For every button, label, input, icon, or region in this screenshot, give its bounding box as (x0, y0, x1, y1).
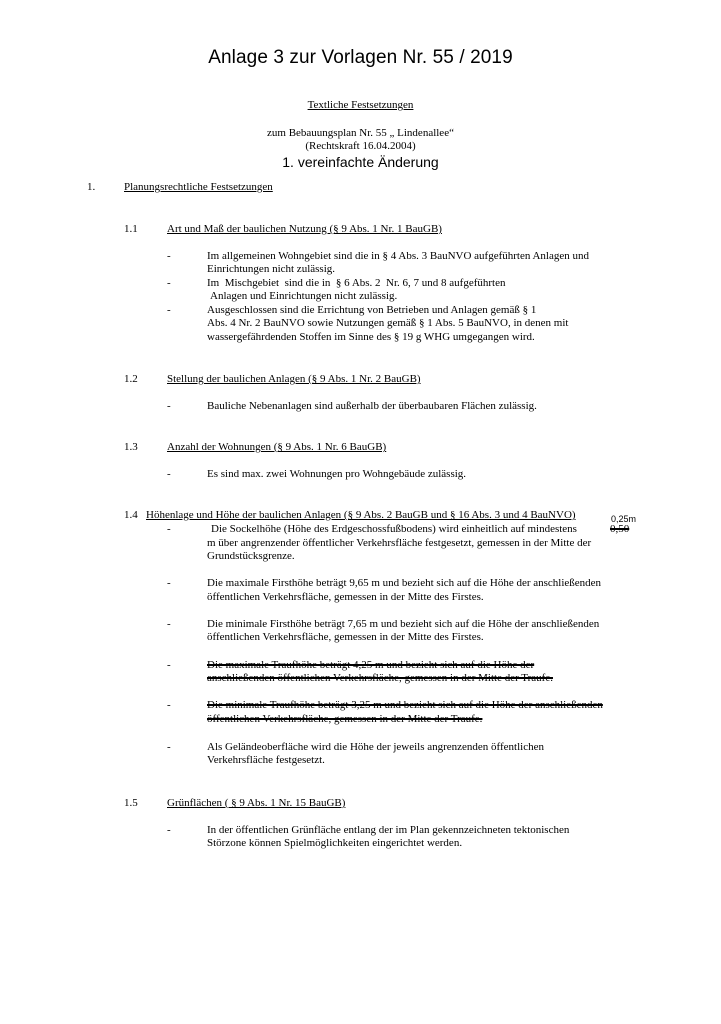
handwritten-correction: 0,25m (611, 514, 637, 524)
list-item-text: Die maximale Firsthöhe beträgt 9,65 m und bezieht sich auf die Höhe der anschließenden (207, 577, 602, 589)
bullet-dash: - (167, 618, 171, 630)
bullet-dash: - (167, 277, 171, 289)
list-item-text: Grundstücksgrenze. (207, 550, 295, 562)
struck-list-item-text: Die minimale Traufhöhe beträgt 3,25 m und bezieht sich auf die Höhe der anschließenden (207, 699, 603, 711)
legal-date: (Rechtskraft 16.04.2004) (305, 140, 416, 152)
bullet-dash: - (167, 577, 171, 589)
subsection-title: Höhenlage und Höhe der baulichen Anlagen (§ 9 Abs. 2 BauGB und § 16 Abs. 3 und 4 BauNVO) (146, 509, 576, 521)
document-title: Anlage 3 zur Vorlagen Nr. 55 / 2019 (208, 47, 513, 68)
bullet-dash: - (167, 468, 171, 480)
list-item-text: Die minimale Firsthöhe beträgt 7,65 m und bezieht sich auf die Höhe der anschließenden (207, 618, 600, 630)
subsection-number: 1.1 (124, 223, 138, 235)
list-item-text: Störzone können Spielmöglichkeiten eingerichtet werden. (207, 837, 463, 849)
subsection-number: 1.4 (124, 509, 138, 521)
struck-value: 0,50 (610, 523, 630, 535)
subsection-number: 1.5 (124, 797, 138, 809)
list-item-text: Verkehrsfläche festgesetzt. (207, 754, 325, 766)
list-item-text: m über angrenzender öffentlicher Verkehrsfläche festgesetzt, gemessen in der Mitte der (207, 537, 592, 549)
bullet-dash: - (167, 250, 171, 262)
list-item-text: Es sind max. zwei Wohnungen pro Wohngebäude zulässig. (207, 468, 467, 480)
bullet-dash: - (167, 699, 171, 711)
bullet-dash: - (167, 741, 171, 753)
list-item-text: Abs. 4 Nr. 2 BauNVO sowie Nutzungen gemäß § 1 Abs. 5 BauNVO, in denen mit (207, 317, 569, 329)
subsection-title: Grünflächen ( § 9 Abs. 1 Nr. 15 BauGB) (167, 797, 346, 809)
list-item-text: wassergefährdenden Stoffen im Sinne des § 19 g WHG umgegangen wird. (207, 331, 535, 343)
subsection-number: 1.3 (124, 441, 138, 453)
section-number: 1. (87, 181, 96, 193)
bullet-dash: - (167, 824, 171, 836)
bullet-dash: - (167, 523, 171, 535)
list-item-text: Bauliche Nebenanlagen sind außerhalb der überbaubaren Flächen zulässig. (207, 400, 537, 412)
subsection-title: Anzahl der Wohnungen (§ 9 Abs. 1 Nr. 6 BauGB) (167, 441, 387, 453)
section-title: Planungsrechtliche Festsetzungen (124, 181, 273, 193)
list-item-text: Die Sockelhöhe (Höhe des Erdgeschossfußbodens) wird einheitlich auf mindestens (211, 523, 577, 535)
list-item-text: Im Mischgebiet sind die in § 6 Abs. 2 Nr. 6, 7 und 8 aufgeführten (207, 277, 506, 289)
subsection-title: Stellung der baulichen Anlagen (§ 9 Abs. 1 Nr. 2 BauGB) (167, 373, 421, 385)
list-item-text: öffentlichen Verkehrsfläche, gemessen in der Mitte des Firstes. (207, 631, 484, 643)
amendment-title: 1. vereinfachte Änderung (282, 154, 439, 170)
subsection-number: 1.2 (124, 373, 138, 385)
list-item-text: In der öffentlichen Grünfläche entlang der im Plan gekennzeichneten tektonischen (207, 824, 570, 836)
list-item-text: Als Geländeoberfläche wird die Höhe der jeweils angrenzenden öffentlichen (207, 741, 544, 753)
plan-reference: zum Bebauungsplan Nr. 55 „ Lindenallee“ (267, 127, 454, 139)
document-type: Textliche Festsetzungen (307, 99, 414, 111)
struck-list-item-text: Die maximale Traufhöhe beträgt 4,25 m und bezieht sich auf die Höhe der (207, 659, 535, 671)
subsection-title: Art und Maß der baulichen Nutzung (§ 9 Abs. 1 Nr. 1 BauGB) (167, 223, 442, 235)
bullet-dash: - (167, 659, 171, 671)
bullet-dash: - (167, 304, 171, 316)
list-item-text: Einrichtungen nicht zulässig. (207, 263, 335, 275)
list-item-text: Ausgeschlossen sind die Errichtung von Betrieben und Anlagen gemäß § 1 (207, 304, 537, 316)
list-item-text: öffentlichen Verkehrsfläche, gemessen in der Mitte des Firstes. (207, 591, 484, 603)
list-item-text: Im allgemeinen Wohngebiet sind die in § 4 Abs. 3 BauNVO aufgeführten Anlagen und (207, 250, 590, 262)
struck-list-item-text: öffentlichen Verkehrsfläche, gemessen in der Mitte der Traufe. (207, 713, 483, 725)
list-item-text: Anlagen und Einrichtungen nicht zulässig. (210, 290, 398, 302)
bullet-dash: - (167, 400, 171, 412)
struck-list-item-text: anschließenden öffentlichen Verkehrsfläche, gemessen in der Mitte der Traufe. (207, 672, 553, 684)
